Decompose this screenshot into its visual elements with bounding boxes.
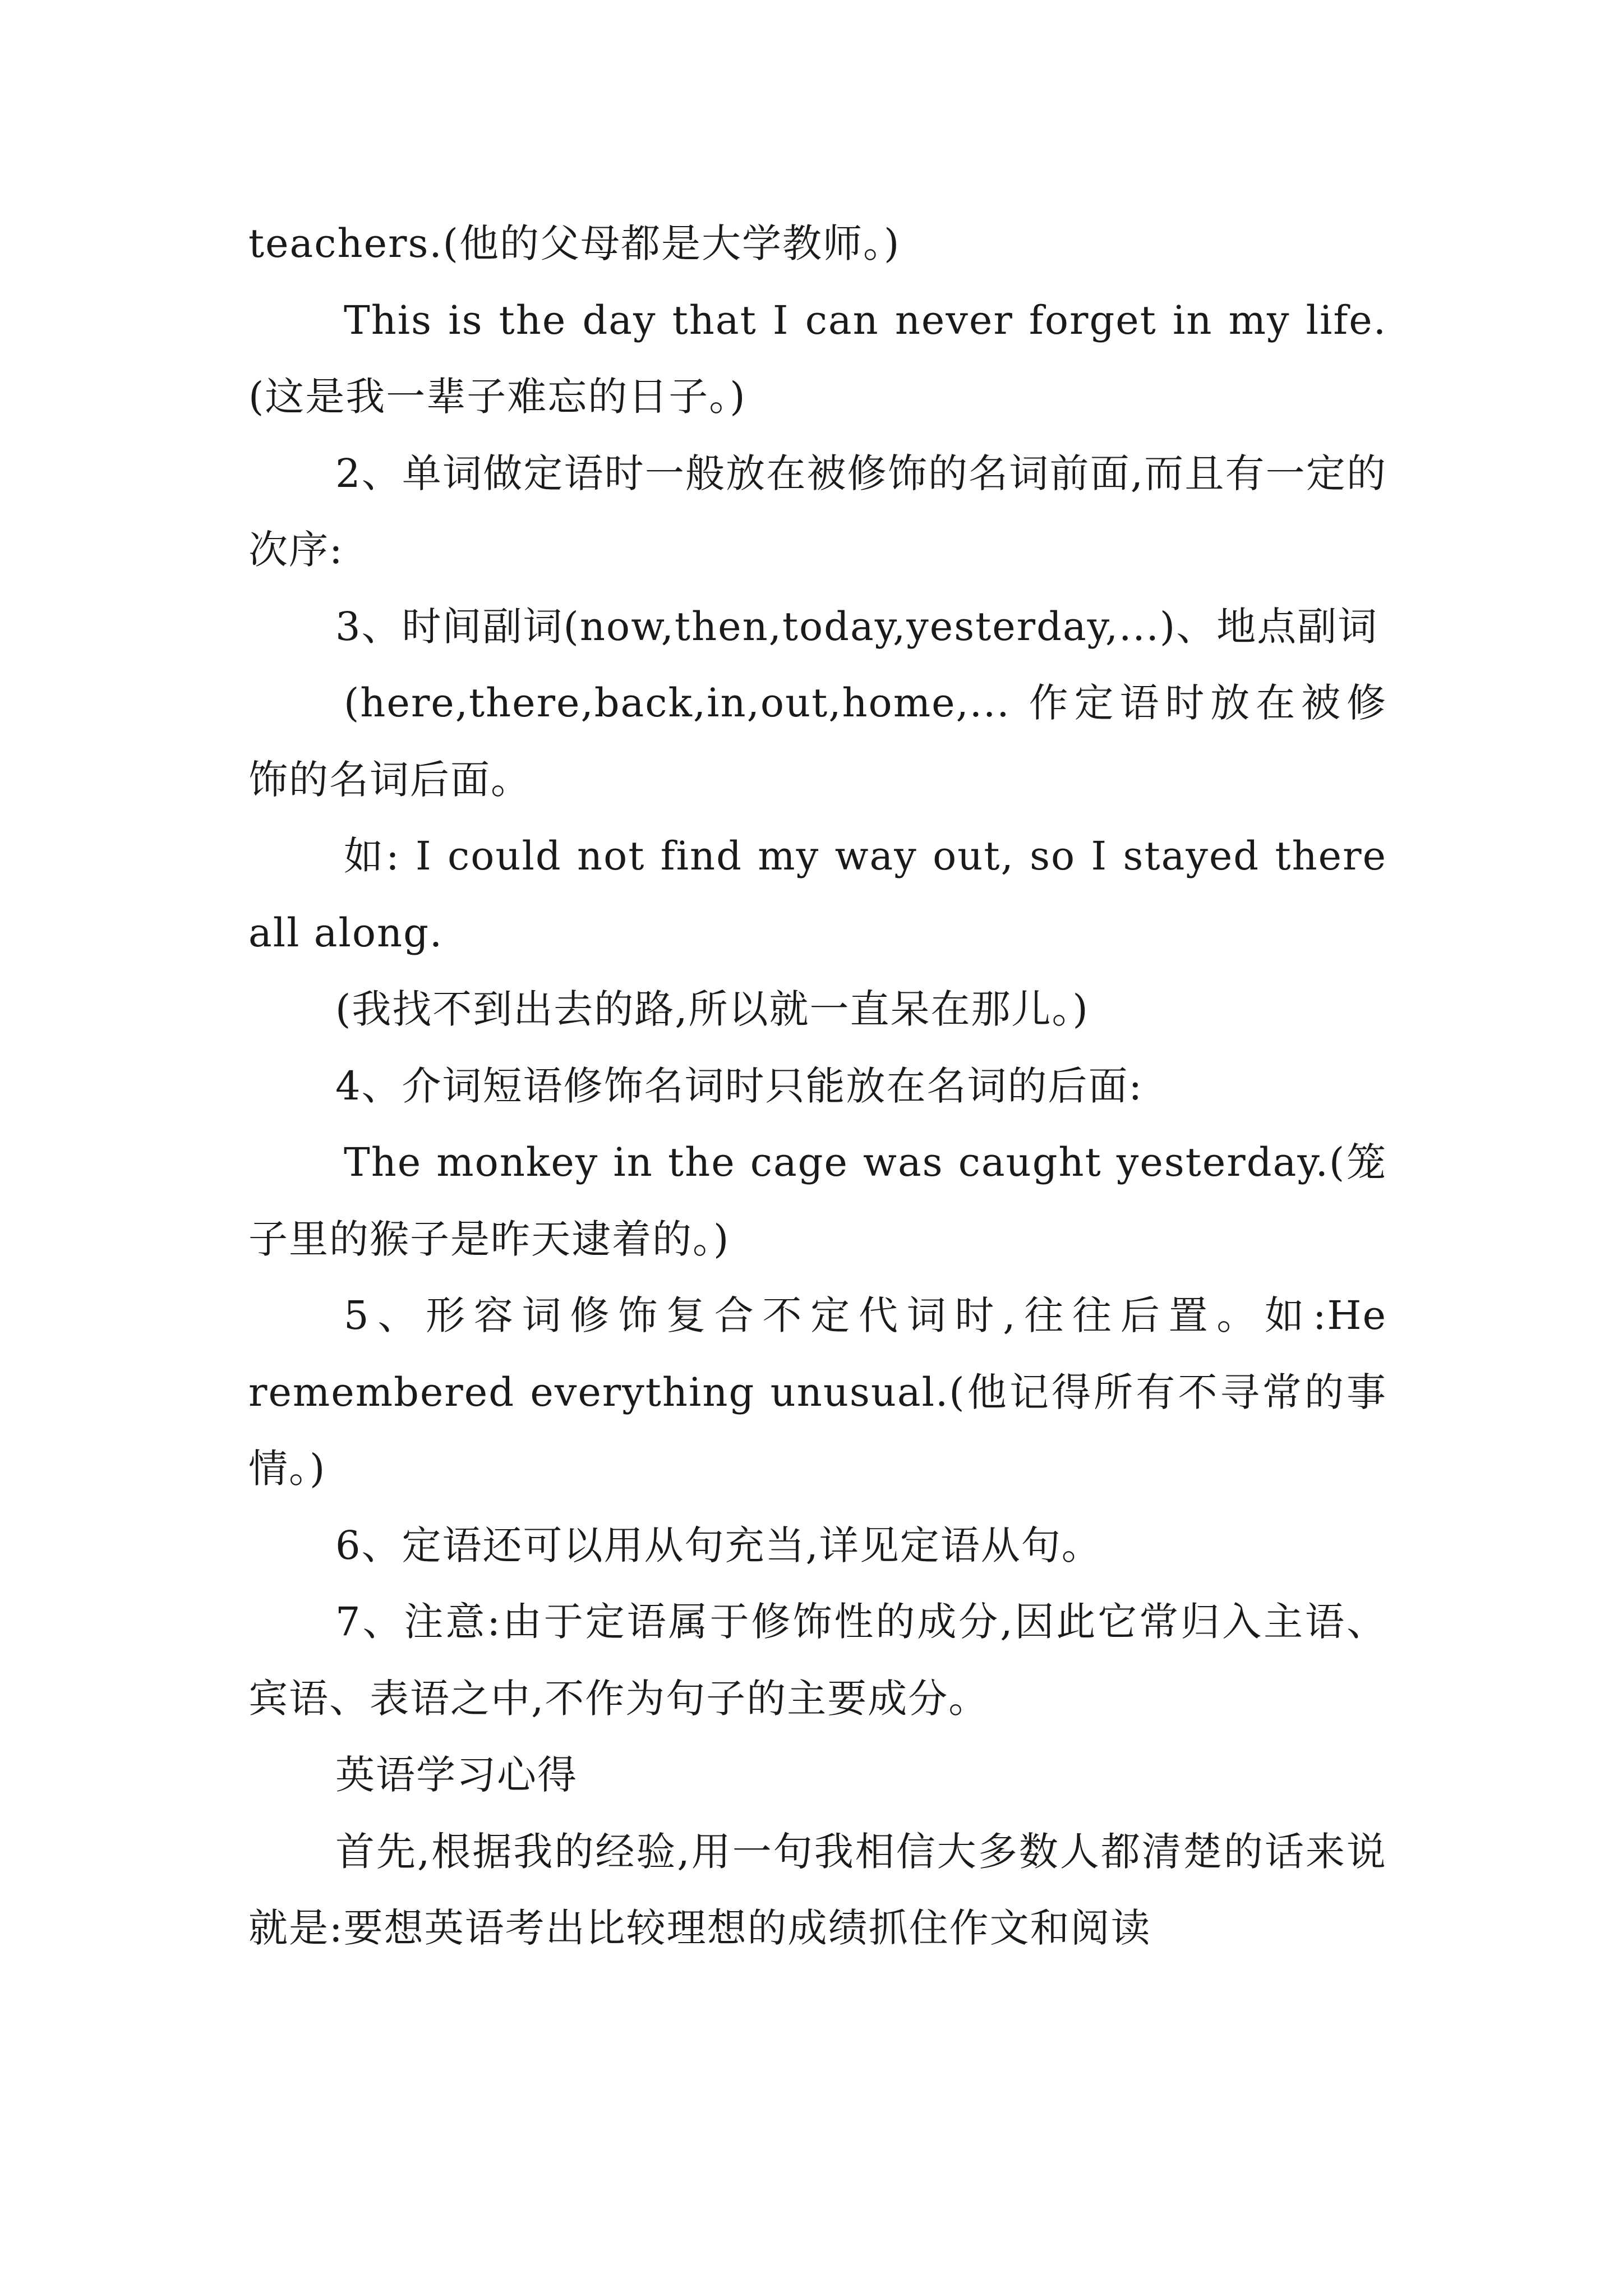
document-body <box>248 205 1387 1967</box>
paragraph-example-translation: (我找不到出去的路,所以就一直呆在那儿。) <box>335 986 1089 1032</box>
paragraph-example-day: This is the day that I can never forget in my life.(这是我一辈子难忘的日子。) <box>248 297 1387 420</box>
paragraph-rule-7: 7、注意:由于定语属于修饰性的成分,因此它常归入主语、宾语、表语之中,不作为句子的主要成分。 <box>248 1599 1387 1722</box>
paragraph-rule-3-cont: (here,there,back,in,out,home,... 作定语时放在被修饰的名词后面。 <box>248 680 1387 803</box>
section-heading: 英语学习心得 <box>335 1752 578 1798</box>
paragraph-experience: 首先,根据我的经验,用一句我相信大多数人都清楚的话来说就是:要想英语考出比较理想的成绩抓住作文和阅读 <box>248 1828 1387 1951</box>
paragraph-example-way-out: 如: I could not find my way out, so I stayed there all along. <box>248 833 1387 956</box>
paragraph-rule-4: 4、介词短语修饰名词时只能放在名词的后面: <box>335 1062 1144 1109</box>
paragraph-rule-3: 3、时间副词(now,then,today,yesterday,...)、地点副词 <box>335 603 1378 650</box>
paragraph-continuation: teachers.(他的父母都是大学教师。) <box>248 220 901 266</box>
paragraph-rule-2: 2、单词做定语时一般放在被修饰的名词前面,而且有一定的次序: <box>248 450 1387 573</box>
paragraph-example-monkey: The monkey in the cage was caught yesterday.(笼子里的猴子是昨天逮着的。) <box>248 1139 1387 1262</box>
paragraph-rule-6: 6、定语还可以用从句充当,详见定语从句。 <box>335 1522 1102 1568</box>
paragraph-rule-5: 5、形容词修饰复合不定代词时,往往后置。如:He remembered everything unusual.(他记得所有不寻常的事情。) <box>248 1292 1387 1492</box>
